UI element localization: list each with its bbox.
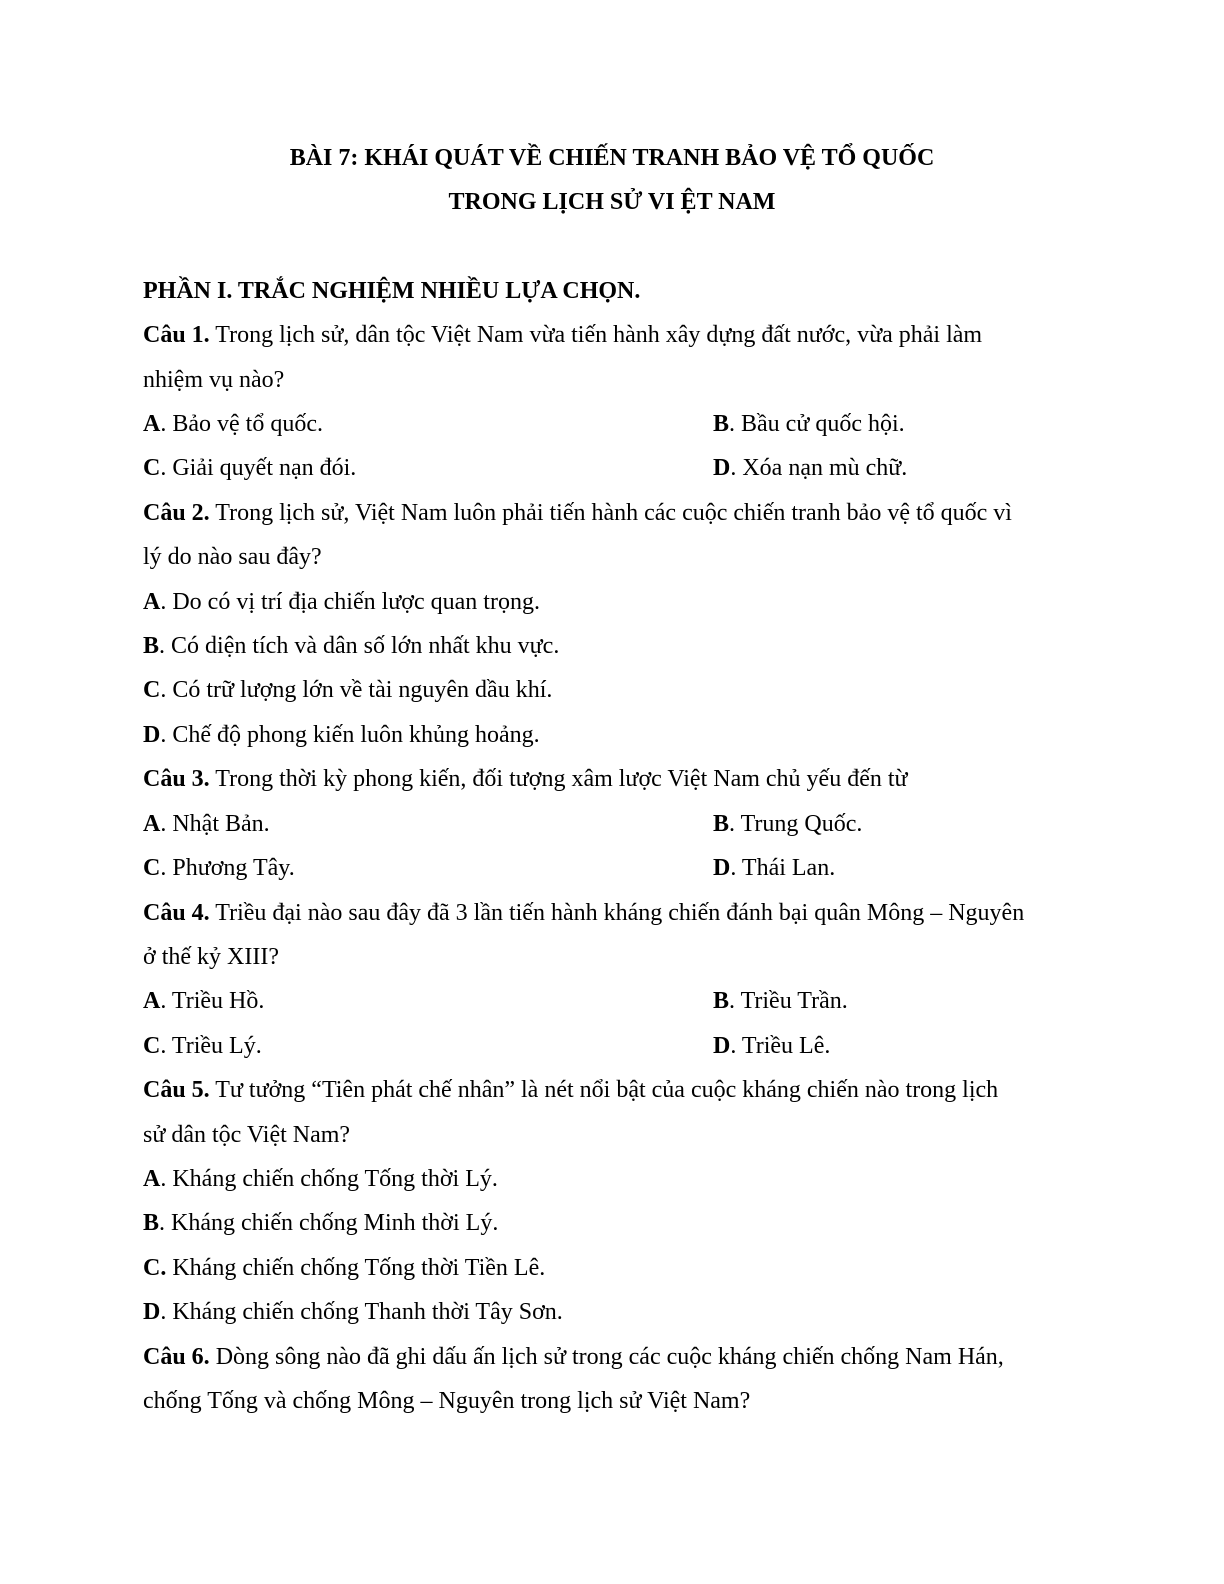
question-text: Tư tưởng “Tiên phát chế nhân” là nét nổi bật của cuộc kháng chiến nào trong lịch: [209, 1077, 999, 1103]
question-text: Triều đại nào sau đây đã 3 lần tiến hành kháng chiến đánh bại quân Mông – Nguyên: [209, 900, 1025, 926]
option-2d: [143, 720, 540, 750]
option-letter: D: [143, 1299, 161, 1325]
option-letter: A: [143, 589, 161, 615]
question-5: [143, 1075, 998, 1105]
option-1a: [143, 409, 323, 439]
option-text: . Bầu cử quốc hội.: [729, 411, 905, 437]
option-text: Kháng chiến chống Tống thời Tiền Lê.: [166, 1255, 546, 1281]
option-letter: A: [143, 1166, 161, 1192]
option-text: . Triều Lê.: [730, 1033, 831, 1059]
option-letter: B: [713, 811, 730, 837]
option-4a: [143, 986, 264, 1016]
option-letter: A: [143, 811, 161, 837]
option-text: . Trung Quốc.: [729, 811, 863, 837]
option-3d: [713, 853, 835, 883]
option-text: . Giải quyết nạn đói.: [160, 455, 357, 481]
option-2c: [143, 675, 552, 705]
title-line-1: BÀI 7: KHÁI QUÁT VỀ CHIẾN TRANH BẢO VỆ TỔ QUỐC: [289, 145, 935, 171]
option-5d: [143, 1297, 563, 1327]
question-label: Câu 4.: [143, 900, 210, 926]
question-label: Câu 6.: [143, 1344, 210, 1370]
option-3b: [713, 809, 862, 839]
option-text: . Kháng chiến chống Thanh thời Tây Sơn.: [160, 1299, 563, 1325]
option-letter: C: [143, 455, 161, 481]
question-text: Trong thời kỳ phong kiến, đối tượng xâm lược Việt Nam chủ yếu đến từ: [209, 766, 908, 792]
question-1: [143, 320, 982, 350]
option-1c: [143, 453, 356, 483]
option-text: . Triều Trần.: [729, 988, 848, 1014]
option-4d: [713, 1031, 830, 1061]
option-text: . Xóa nạn mù chữ.: [730, 455, 908, 481]
question-label: Câu 3.: [143, 766, 210, 792]
option-letter: A: [143, 988, 161, 1014]
option-1d: [713, 453, 907, 483]
option-4b: [713, 986, 848, 1016]
option-text: . Kháng chiến chống Tống thời Lý.: [160, 1166, 498, 1192]
option-letter: D: [713, 1033, 731, 1059]
option-text: . Do có vị trí địa chiến lược quan trọng.: [160, 589, 540, 615]
option-5b: [143, 1208, 498, 1238]
option-letter: B: [143, 1210, 160, 1236]
question-label: Câu 2.: [143, 500, 210, 526]
option-text: . Có diện tích và dân số lớn nhất khu vực.: [159, 633, 560, 659]
option-letter: D: [143, 722, 161, 748]
option-letter: C: [143, 1033, 161, 1059]
question-4: [143, 898, 1024, 928]
option-text: . Nhật Bản.: [160, 811, 270, 837]
option-2a: [143, 587, 540, 617]
option-letter: D: [713, 855, 731, 881]
option-text: . Phương Tây.: [160, 855, 295, 881]
option-letter: B: [713, 411, 730, 437]
question-text: Trong lịch sử, Việt Nam luôn phải tiến hành các cuộc chiến tranh bảo vệ tổ quốc vì: [209, 500, 1012, 526]
question-5-continuation: sử dân tộc Việt Nam?: [143, 1122, 351, 1148]
option-text: . Triều Lý.: [160, 1033, 262, 1059]
option-text: . Bảo vệ tổ quốc.: [160, 411, 323, 437]
title-line-2: TRONG LỊCH SỬ VI ỆT NAM: [448, 189, 776, 215]
option-5c: [143, 1253, 545, 1283]
option-letter: C: [143, 677, 161, 703]
question-text: Dòng sông nào đã ghi dấu ấn lịch sử trong các cuộc kháng chiến chống Nam Hán,: [209, 1344, 1004, 1370]
option-text: . Có trữ lượng lớn về tài nguyên dầu khí.: [160, 677, 553, 703]
question-1-continuation: nhiệm vụ nào?: [143, 367, 285, 393]
question-2: [143, 498, 1012, 528]
question-4-continuation: ở thế kỷ XIII?: [143, 944, 279, 970]
option-3a: [143, 809, 270, 839]
option-5a: [143, 1164, 498, 1194]
question-label: Câu 1.: [143, 322, 210, 348]
question-3: [143, 764, 908, 794]
option-3c: [143, 853, 295, 883]
section-heading: PHẦN I. TRẮC NGHIỆM NHIỀU LỰA CHỌN.: [143, 278, 641, 304]
option-letter: A: [143, 411, 161, 437]
option-text: . Kháng chiến chống Minh thời Lý.: [159, 1210, 499, 1236]
question-6-continuation: chống Tống và chống Mông – Nguyên trong lịch sử Việt Nam?: [143, 1388, 751, 1414]
option-text: . Triều Hồ.: [160, 988, 265, 1014]
option-2b: [143, 631, 559, 661]
option-letter: C: [143, 855, 161, 881]
question-2-continuation: lý do nào sau đây?: [143, 544, 322, 570]
option-letter: B: [143, 633, 160, 659]
option-text: . Chế độ phong kiến luôn khủng hoảng.: [160, 722, 540, 748]
option-letter: B: [713, 988, 730, 1014]
option-text: . Thái Lan.: [730, 855, 836, 881]
option-letter: C.: [143, 1255, 167, 1281]
question-text: Trong lịch sử, dân tộc Việt Nam vừa tiến hành xây dựng đất nước, vừa phải làm: [209, 322, 983, 348]
option-4c: [143, 1031, 262, 1061]
question-label: Câu 5.: [143, 1077, 210, 1103]
option-letter: D: [713, 455, 731, 481]
question-6: [143, 1342, 1004, 1372]
option-1b: [713, 409, 905, 439]
